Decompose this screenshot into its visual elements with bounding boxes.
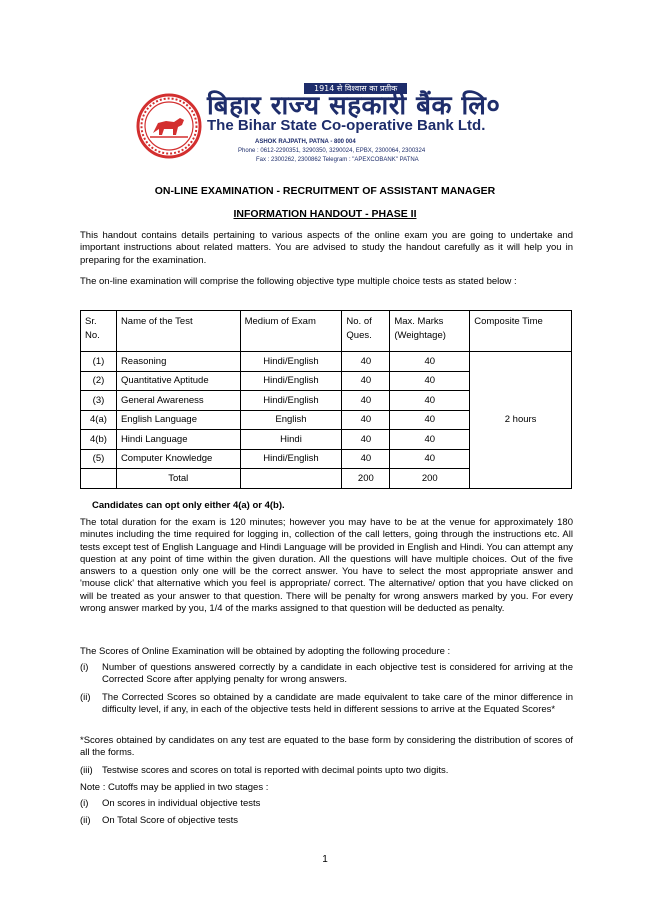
cell-sr-empty <box>81 469 117 489</box>
cell-sr: (5) <box>81 449 117 469</box>
header-questions: No. of Ques. <box>342 311 390 352</box>
cell-test-name: Hindi Language <box>116 430 240 450</box>
tests-intro-paragraph: The on-line examination will comprise the following objective type multiple choice tests as stated below : <box>80 276 517 287</box>
opt-note: Candidates can opt only either 4(a) or 4(b). <box>92 500 285 511</box>
cutoff-item <box>80 815 573 829</box>
exam-structure-table <box>80 310 572 489</box>
cell-sr: (3) <box>81 391 117 411</box>
cell-medium: Hindi <box>240 430 342 450</box>
cell-marks: 40 <box>390 352 470 372</box>
procedure-text: The Corrected Scores so obtained by a candidate are made equivalent to take care of the minor difference in difficulty level, if any, in each of the objective tests held in different sessions to arrive at the Equated Scores* <box>102 692 573 716</box>
cell-medium: English <box>240 410 342 430</box>
cell-marks: 40 <box>390 449 470 469</box>
bank-name-english: The Bihar State Co-operative Bank Ltd. <box>207 117 486 134</box>
cell-sr: (1) <box>81 352 117 372</box>
equated-note: *Scores obtained by candidates on any test are equated to the base form by considering the distribution of scores of all the forms. <box>80 735 573 759</box>
cell-questions: 40 <box>342 352 390 372</box>
cell-total-marks: 200 <box>390 469 470 489</box>
scores-intro: The Scores of Online Examination will be obtained by adopting the following procedure : <box>80 646 451 657</box>
cell-medium: Hindi/English <box>240 391 342 411</box>
cell-sr: 4(b) <box>81 430 117 450</box>
table-header-row <box>81 311 572 352</box>
table-row <box>81 352 572 372</box>
bank-seal-logo <box>136 93 202 159</box>
cell-composite-time: 2 hours <box>470 352 572 489</box>
document-title: ON-LINE EXAMINATION - RECRUITMENT OF ASSISTANT MANAGER <box>154 185 496 197</box>
bank-phone: Phone : 0612-2290351, 3290350, 3290024, EPBX, 2300064, 2300324 <box>238 148 426 154</box>
procedure-text: Number of questions answered correctly by a candidate in each objective test is considered for arriving at the Corrected Score after applying penalty for wrong answers. <box>102 662 573 686</box>
cell-questions: 40 <box>342 430 390 450</box>
cell-test-name: English Language <box>116 410 240 430</box>
procedure-item <box>80 692 573 730</box>
cell-medium-empty <box>240 469 342 489</box>
cell-sr: 4(a) <box>81 410 117 430</box>
cell-marks: 40 <box>390 430 470 450</box>
procedure-item <box>80 765 573 779</box>
cell-sr: (2) <box>81 371 117 391</box>
intro-paragraph: This handout contains details pertaining to various aspects of the online exam you are going to undertake and important instructions about related matters. You are advised to study the handout carefully as it will help you in preparing for the examination. <box>80 230 573 266</box>
cutoff-note: Note : Cutoffs may be applied in two stages : <box>80 782 269 793</box>
cell-questions: 40 <box>342 449 390 469</box>
cutoff-item <box>80 798 573 812</box>
cell-marks: 40 <box>390 371 470 391</box>
cell-marks: 40 <box>390 391 470 411</box>
cell-questions: 40 <box>342 391 390 411</box>
document-subtitle: INFORMATION HANDOUT - PHASE II <box>233 208 417 220</box>
cutoff-number: (i) <box>80 798 89 809</box>
header-max-marks: Max. Marks (Weightage) <box>390 311 470 352</box>
cell-medium: Hindi/English <box>240 352 342 372</box>
cell-test-name: Reasoning <box>116 352 240 372</box>
procedure-number: (iii) <box>80 765 93 776</box>
duration-paragraph: The total duration for the exam is 120 minutes; however you may have to be at the venue for approximately 180 minutes including the time required for logging in, collection of the call letters, going through the instructions etc. All tests except test of English Language and Hindi Language will be provided in English and Hindi. You can attempt any question at any point of time within the given duration. All the questions will have multiple choices. Out of the five answers to a question only one will be the correct answer. You have to select the most appropriate answer and 'mouse click' that alternative which you feel is appropriate/ correct. The alternative/ option that you have clicked on will be treated as your answer to that question. There will be penalty for wrong answers marked by you. For every wrong answer marked by you, 1/4 of the marks assigned to that question will be deducted as penalty. <box>80 517 573 615</box>
header-medium: Medium of Exam <box>240 311 342 352</box>
cell-medium: Hindi/English <box>240 371 342 391</box>
cutoff-text: On scores in individual objective tests <box>102 798 261 809</box>
cell-test-name: Quantitative Aptitude <box>116 371 240 391</box>
cell-total-label: Total <box>116 469 240 489</box>
cutoff-number: (ii) <box>80 815 91 826</box>
cell-marks: 40 <box>390 410 470 430</box>
header-sr-no: Sr. No. <box>81 311 117 352</box>
cell-questions: 40 <box>342 410 390 430</box>
cutoff-text: On Total Score of objective tests <box>102 815 239 826</box>
cell-total-questions: 200 <box>342 469 390 489</box>
bank-name-hindi: बिहार राज्य सहकारी बैंक लि० <box>207 91 501 121</box>
bank-tagline: 1914 से विश्वास का प्रतीक <box>304 83 407 94</box>
procedure-text: Testwise scores and scores on total is reported with decimal points upto two digits. <box>102 765 449 776</box>
cell-questions: 40 <box>342 371 390 391</box>
bank-address: ASHOK RAJPATH, PATNA - 800 004 <box>255 139 356 145</box>
bank-fax: Fax : 2300262, 2300862 Telegram : "APEXCOBANK" PATNA <box>256 157 419 163</box>
cell-test-name: General Awareness <box>116 391 240 411</box>
cell-test-name: Computer Knowledge <box>116 449 240 469</box>
page-number: 1 <box>322 854 328 865</box>
procedure-item <box>80 662 573 688</box>
procedure-number: (ii) <box>80 692 91 703</box>
cell-medium: Hindi/English <box>240 449 342 469</box>
header-test-name: Name of the Test <box>116 311 240 352</box>
procedure-number: (i) <box>80 662 89 673</box>
header-composite-time: Composite Time <box>470 311 572 352</box>
